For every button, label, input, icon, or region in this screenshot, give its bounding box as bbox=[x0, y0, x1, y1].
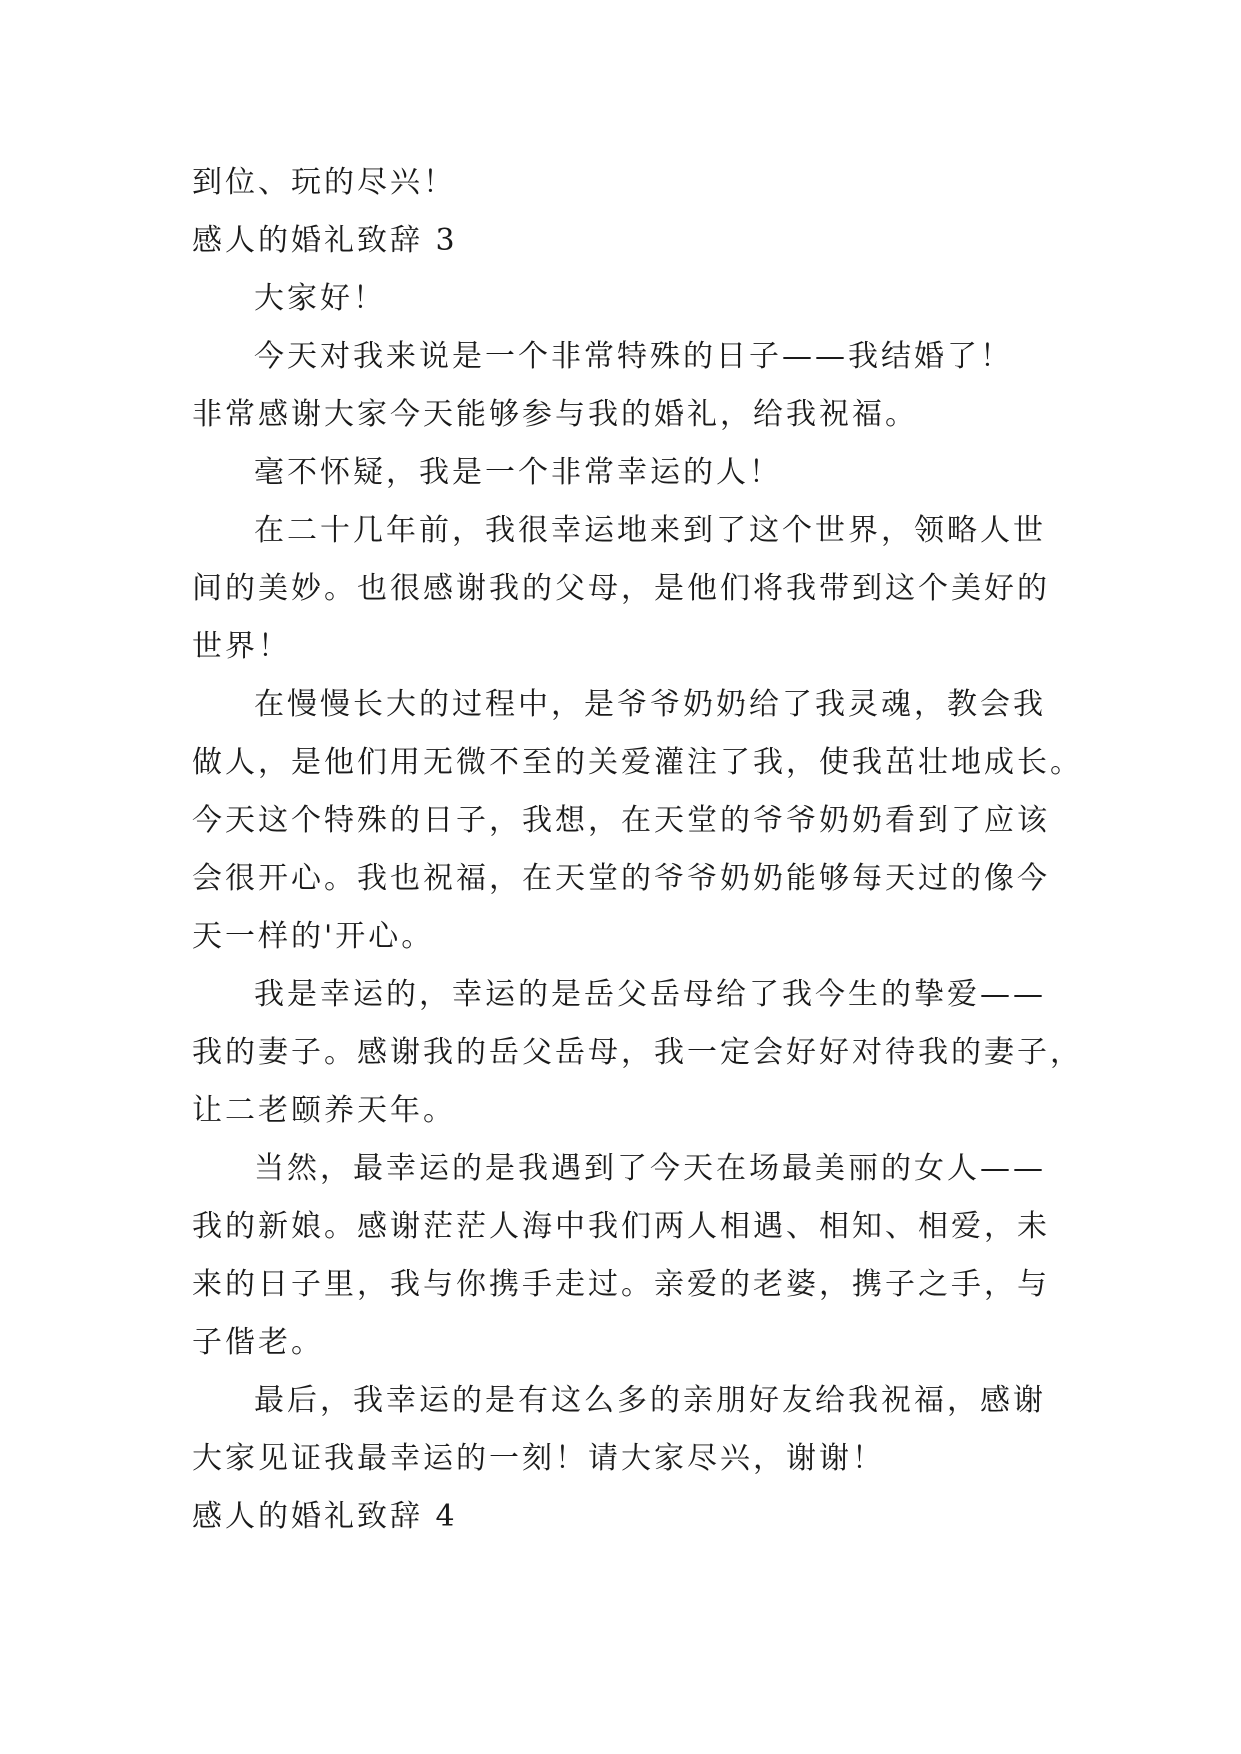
section-heading-3 bbox=[192, 212, 1058, 270]
text-line: 毫不怀疑，我是一个非常幸运的人！ bbox=[254, 455, 782, 490]
paragraph-bride bbox=[192, 1140, 1058, 1372]
text-line: 世界！ bbox=[192, 629, 291, 664]
heading-line: 感人的婚礼致辞 3 bbox=[192, 223, 458, 258]
text-line: 做人，是他们用无微不至的关爱灌注了我，使我茁壮地成长。 bbox=[192, 745, 1083, 780]
text-line: 间的美妙。也很感谢我的父母，是他们将我带到这个美好的 bbox=[192, 571, 1050, 606]
text-line: 在慢慢长大的过程中，是爷爷奶奶给了我灵魂，教会我 bbox=[254, 687, 1046, 722]
text-line: 最后，我幸运的是有这么多的亲朋好友给我祝福，感谢 bbox=[254, 1383, 1046, 1418]
section-heading-4 bbox=[192, 1488, 1058, 1546]
heading-line: 感人的婚礼致辞 4 bbox=[192, 1499, 458, 1534]
text-line: 子偕老。 bbox=[192, 1325, 324, 1360]
document-body bbox=[192, 154, 1083, 1546]
text-line: 我的妻子。感谢我的岳父岳母，我一定会好好对待我的妻子， bbox=[192, 1035, 1083, 1070]
text-line: 天一样的'开心。 bbox=[192, 919, 435, 954]
text-line: 今天这个特殊的日子，我想，在天堂的爷爷奶奶看到了应该 bbox=[192, 803, 1050, 838]
paragraph-greeting bbox=[192, 270, 1058, 328]
text-line: 让二老颐养天年。 bbox=[192, 1093, 456, 1128]
continued-text bbox=[192, 154, 1058, 212]
text-line: 当然，最幸运的是我遇到了今天在场最美丽的女人—— bbox=[254, 1151, 1046, 1186]
text-line: 会很开心。我也祝福，在天堂的爷爷奶奶能够每天过的像今 bbox=[192, 861, 1050, 896]
text-line: 非常感谢大家今天能够参与我的婚礼，给我祝福。 bbox=[192, 397, 918, 432]
text-line: 大家见证我最幸运的一刻！请大家尽兴，谢谢！ bbox=[192, 1441, 885, 1476]
text-line: 到位、玩的尽兴！ bbox=[192, 165, 456, 200]
text-line: 我是幸运的，幸运的是岳父岳母给了我今生的挚爱—— bbox=[254, 977, 1046, 1012]
text-line: 大家好！ bbox=[254, 281, 386, 316]
paragraph-in-laws bbox=[192, 966, 1083, 1140]
paragraph-closing bbox=[192, 1372, 1058, 1488]
text-line: 来的日子里，我与你携手走过。亲爱的老婆，携子之手，与 bbox=[192, 1267, 1050, 1302]
paragraph-lucky-person bbox=[192, 444, 1058, 502]
paragraph-grandparents bbox=[192, 676, 1083, 966]
text-line: 今天对我来说是一个非常特殊的日子——我结婚了！ bbox=[254, 339, 1013, 374]
text-line: 在二十几年前，我很幸运地来到了这个世界，领略人世 bbox=[254, 513, 1046, 548]
text-line: 我的新娘。感谢茫茫人海中我们两人相遇、相知、相爱，未 bbox=[192, 1209, 1050, 1244]
paragraph-parents bbox=[192, 502, 1058, 676]
paragraph-wedding-day bbox=[192, 328, 1058, 444]
